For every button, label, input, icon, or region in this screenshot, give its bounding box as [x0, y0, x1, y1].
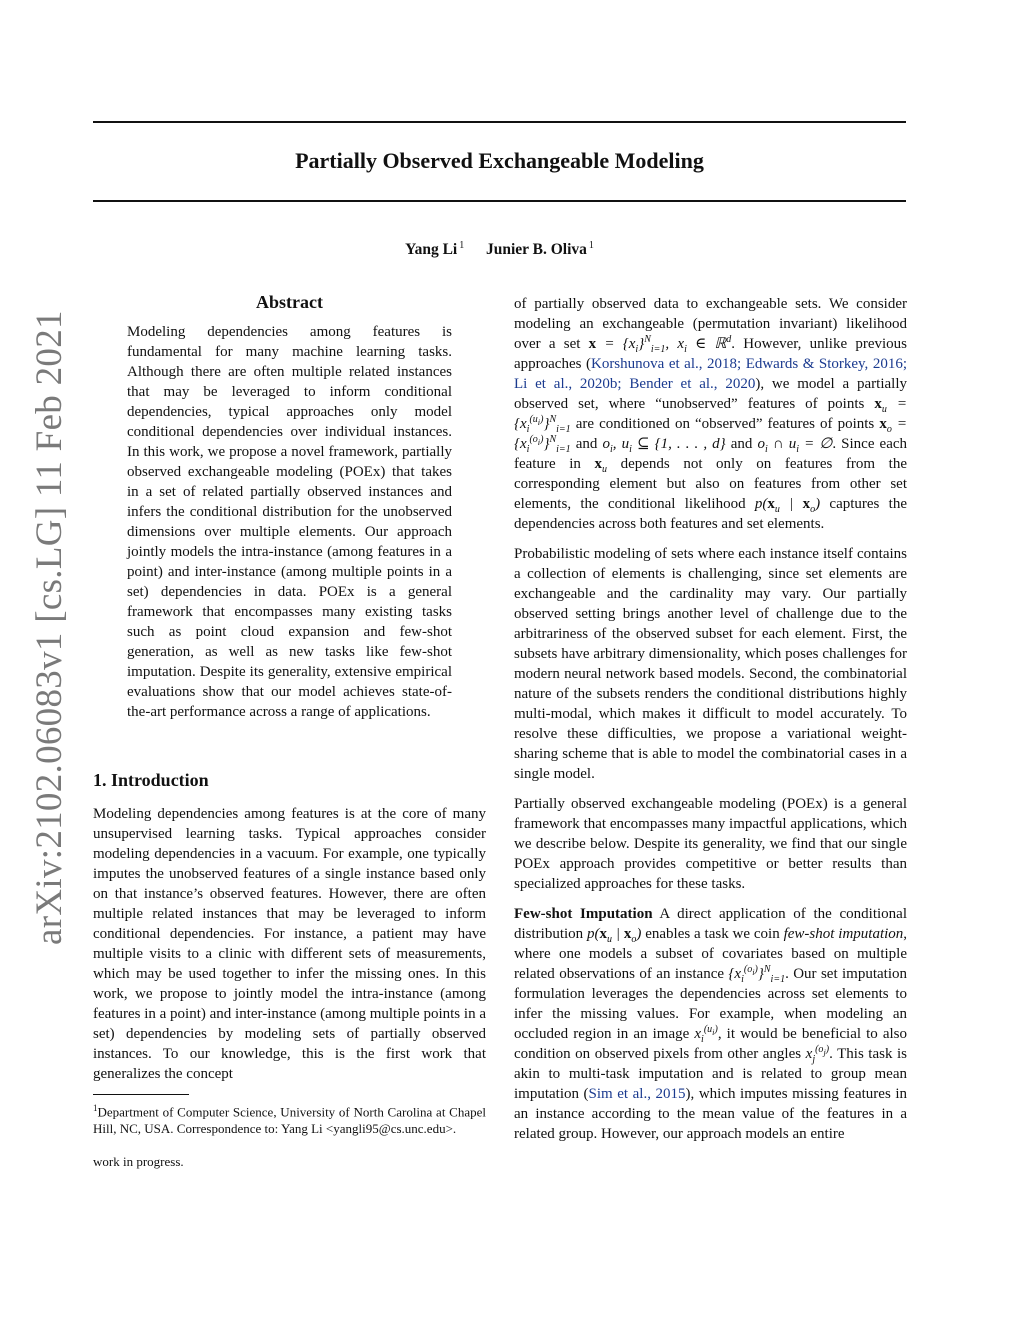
math-xo: $x_o = \{x_i^{(o_i)}\}^N_{i=1}$: [514, 416, 908, 455]
text-run: ), which imputes missing features in an instance according to the mean value of the features in a related group. However, our approach models an entire: [514, 1086, 907, 1142]
intro-paragraph: Modeling dependencies among features is at the core of many unsupervised learning tasks. Typical approaches consider modeling dependencies in a vacuum. For example, one typically imputes the unobserved features of a single instance based only on that instance’s observed features. However, there are often multiple related instances that may be leveraged to inform conditional dependencies. For instance, a patient may have multiple visits to a clinic with different sets of measurements, which may be used together to infer the missing ones. In this work, we propose to jointly model the intra-instance (among features in a point) and inter-instance (among multiple points in a set) dependencies by modeling sets of partially observed instances. To our knowledge, this is the first work that generalizes the concept: [93, 806, 486, 1082]
text-run: are conditioned on “observed” features of points: [575, 416, 875, 432]
emphasis-term: few-shot imputation: [783, 926, 904, 942]
left-column: [93, 290, 486, 1170]
text-run: . This task is akin to multi-task imputation and is related to group mean imputation (: [514, 1046, 908, 1102]
math-intersection: $o_i$ ∩ $u_i$ = ∅: [757, 436, 833, 455]
text-run: . Our set imputation formulation leverages the dependencies across set elements to infer the missing values. For example, when modeling an occluded region in an image: [514, 966, 908, 1042]
text-run: A direct application of the conditional distribution: [514, 906, 907, 942]
math-subset: $o_i$, $u_i$ ⊆ {1, . . . , d}: [602, 436, 726, 455]
run-in-heading: Few-shot Imputation: [514, 906, 653, 922]
math-observed-set: $\{x_i^{(o_i)}\}^N_{i=1}$: [728, 964, 786, 985]
text-run: , it would be beneficial to also condition on observed pixels from other angles: [514, 1026, 908, 1062]
right-column: [514, 294, 907, 1154]
right-paragraph-3: Partially observed exchangeable modeling (POEx) is a general framework that encompasses many impactful applications, which we describe below. Despite its generality, we find that our single POEx approach provides competitive or better results than specialized approaches for these tasks.: [514, 796, 907, 892]
abstract-heading: Abstract: [256, 292, 323, 312]
text-run: of partially observed data to exchangeable sets. We consider modeling an exchangeable (permutation invariant) likelihood over a set: [514, 296, 907, 352]
text-run: enables a task we coin: [645, 926, 780, 942]
author-affiliation-mark: 1: [588, 240, 594, 251]
text-run: captures the dependencies across both features and set elements.: [514, 496, 907, 532]
math-conditional: $p(x_u$ | $x_o$): [587, 926, 642, 945]
text-run: . However, unlike previous approaches (: [514, 336, 908, 372]
title-rule-bottom: [93, 200, 906, 202]
footnote-rule: [93, 1094, 189, 1095]
right-paragraph-1: [514, 294, 907, 534]
paper-title: Partially Observed Exchangeable Modeling: [295, 148, 704, 173]
right-paragraph-2: Probabilistic modeling of sets where each instance itself contains a collection of elements is challenging, since set elements are exchangeable and the cardinality may vary. Our partially observed setting brings another level of challenge due to the arbitrariness of the observed subset for each element. First, the subsets have arbitrary dimensionality, which poses challenges for modern neural network based models. Second, the combinatorial nature of the subsets renders the conditional distributions highly multi-modal, which makes it difficult to model accurately. To resolve these difficulties, we propose a variational weight-sharing scheme that is able to model the combinatorial cases in a single model.: [514, 546, 907, 782]
text-run: and: [730, 436, 753, 452]
text-run: ), we model a partially observed set, where “unobserved” features of points: [514, 376, 907, 412]
footnote-mark: 1: [93, 1103, 98, 1113]
text-run: depends not only on features from the corresponding element but also on features from other set elements, the conditional likelihood: [514, 456, 908, 512]
title-rule-top: [93, 121, 906, 123]
math-conditional: $p(x_u$ | $x_o$): [754, 496, 821, 515]
author-list: [93, 236, 906, 260]
text-run: . Since each feature in: [514, 436, 908, 472]
right-paragraph-few-shot-imputation: [514, 904, 907, 1144]
citation-link[interactable]: Korshunova et al., 2018; Edwards & Storkey, 2016; Li et al., 2020b; Bender et al., 2020: [514, 356, 907, 392]
text-run: , where one models a subset of covariates based on multiple related observations of an instance: [514, 926, 908, 982]
math-set-x: $x = \{x_i\}^N_{i=1}$, $x_i$ ∈ ℝ$^d$: [588, 334, 732, 355]
footnote-text: Department of Computer Science, University of North Carolina at Chapel Hill, NC, USA. Correspondence to: Yang Li <yangli95@cs.unc.edu>.: [93, 1104, 486, 1137]
math-occluded: $x_i^{(u_i)}$: [694, 1024, 718, 1045]
work-in-progress-note: work in progress.: [93, 1154, 184, 1170]
citation-link[interactable]: Sim et al., 2015: [588, 1086, 686, 1102]
text-run: and: [575, 436, 598, 452]
section-heading-introduction: 1. Introduction: [93, 770, 209, 790]
footnote: [93, 1100, 486, 1137]
math-xu-inline: $x_u$: [594, 456, 607, 475]
abstract-text: Modeling dependencies among features is fundamental for many machine learning tasks. Although there are often multiple related instances that may be leveraged to inform conditional dependencies, typical approaches only model conditional dependencies over individual instances. In this work, we propose a novel framework, partially observed exchangeable modeling (POEx) that takes in a set of related partially observed instances and infers the conditional distribution for the unobserved dimensions over multiple elements. Our approach jointly models the intra-instance (among features in a point) and inter-instance (among multiple points in a set) dependencies in data. POEx is a general framework that encompasses many existing tasks such as point cloud expansion and few-shot generation, as well as new tasks like few-shot imputation. Despite its generality, extensive empirical evaluations show that our model achieves state-of-the-art performance across a range of applications.: [127, 324, 452, 720]
author-affiliation-mark: 1: [459, 240, 465, 251]
math-other-angles: $x_j^{(o_j)}$: [805, 1044, 830, 1065]
author-name: Junier B. Oliva: [485, 241, 587, 259]
arxiv-identifier: arXiv:2102.06083v1 [cs.LG] 11 Feb 2021: [29, 310, 70, 945]
author-name: Yang Li: [405, 241, 458, 259]
math-xu: $x_u = \{x_i^{(u_i)}\}^N_{i=1}$: [514, 396, 908, 435]
